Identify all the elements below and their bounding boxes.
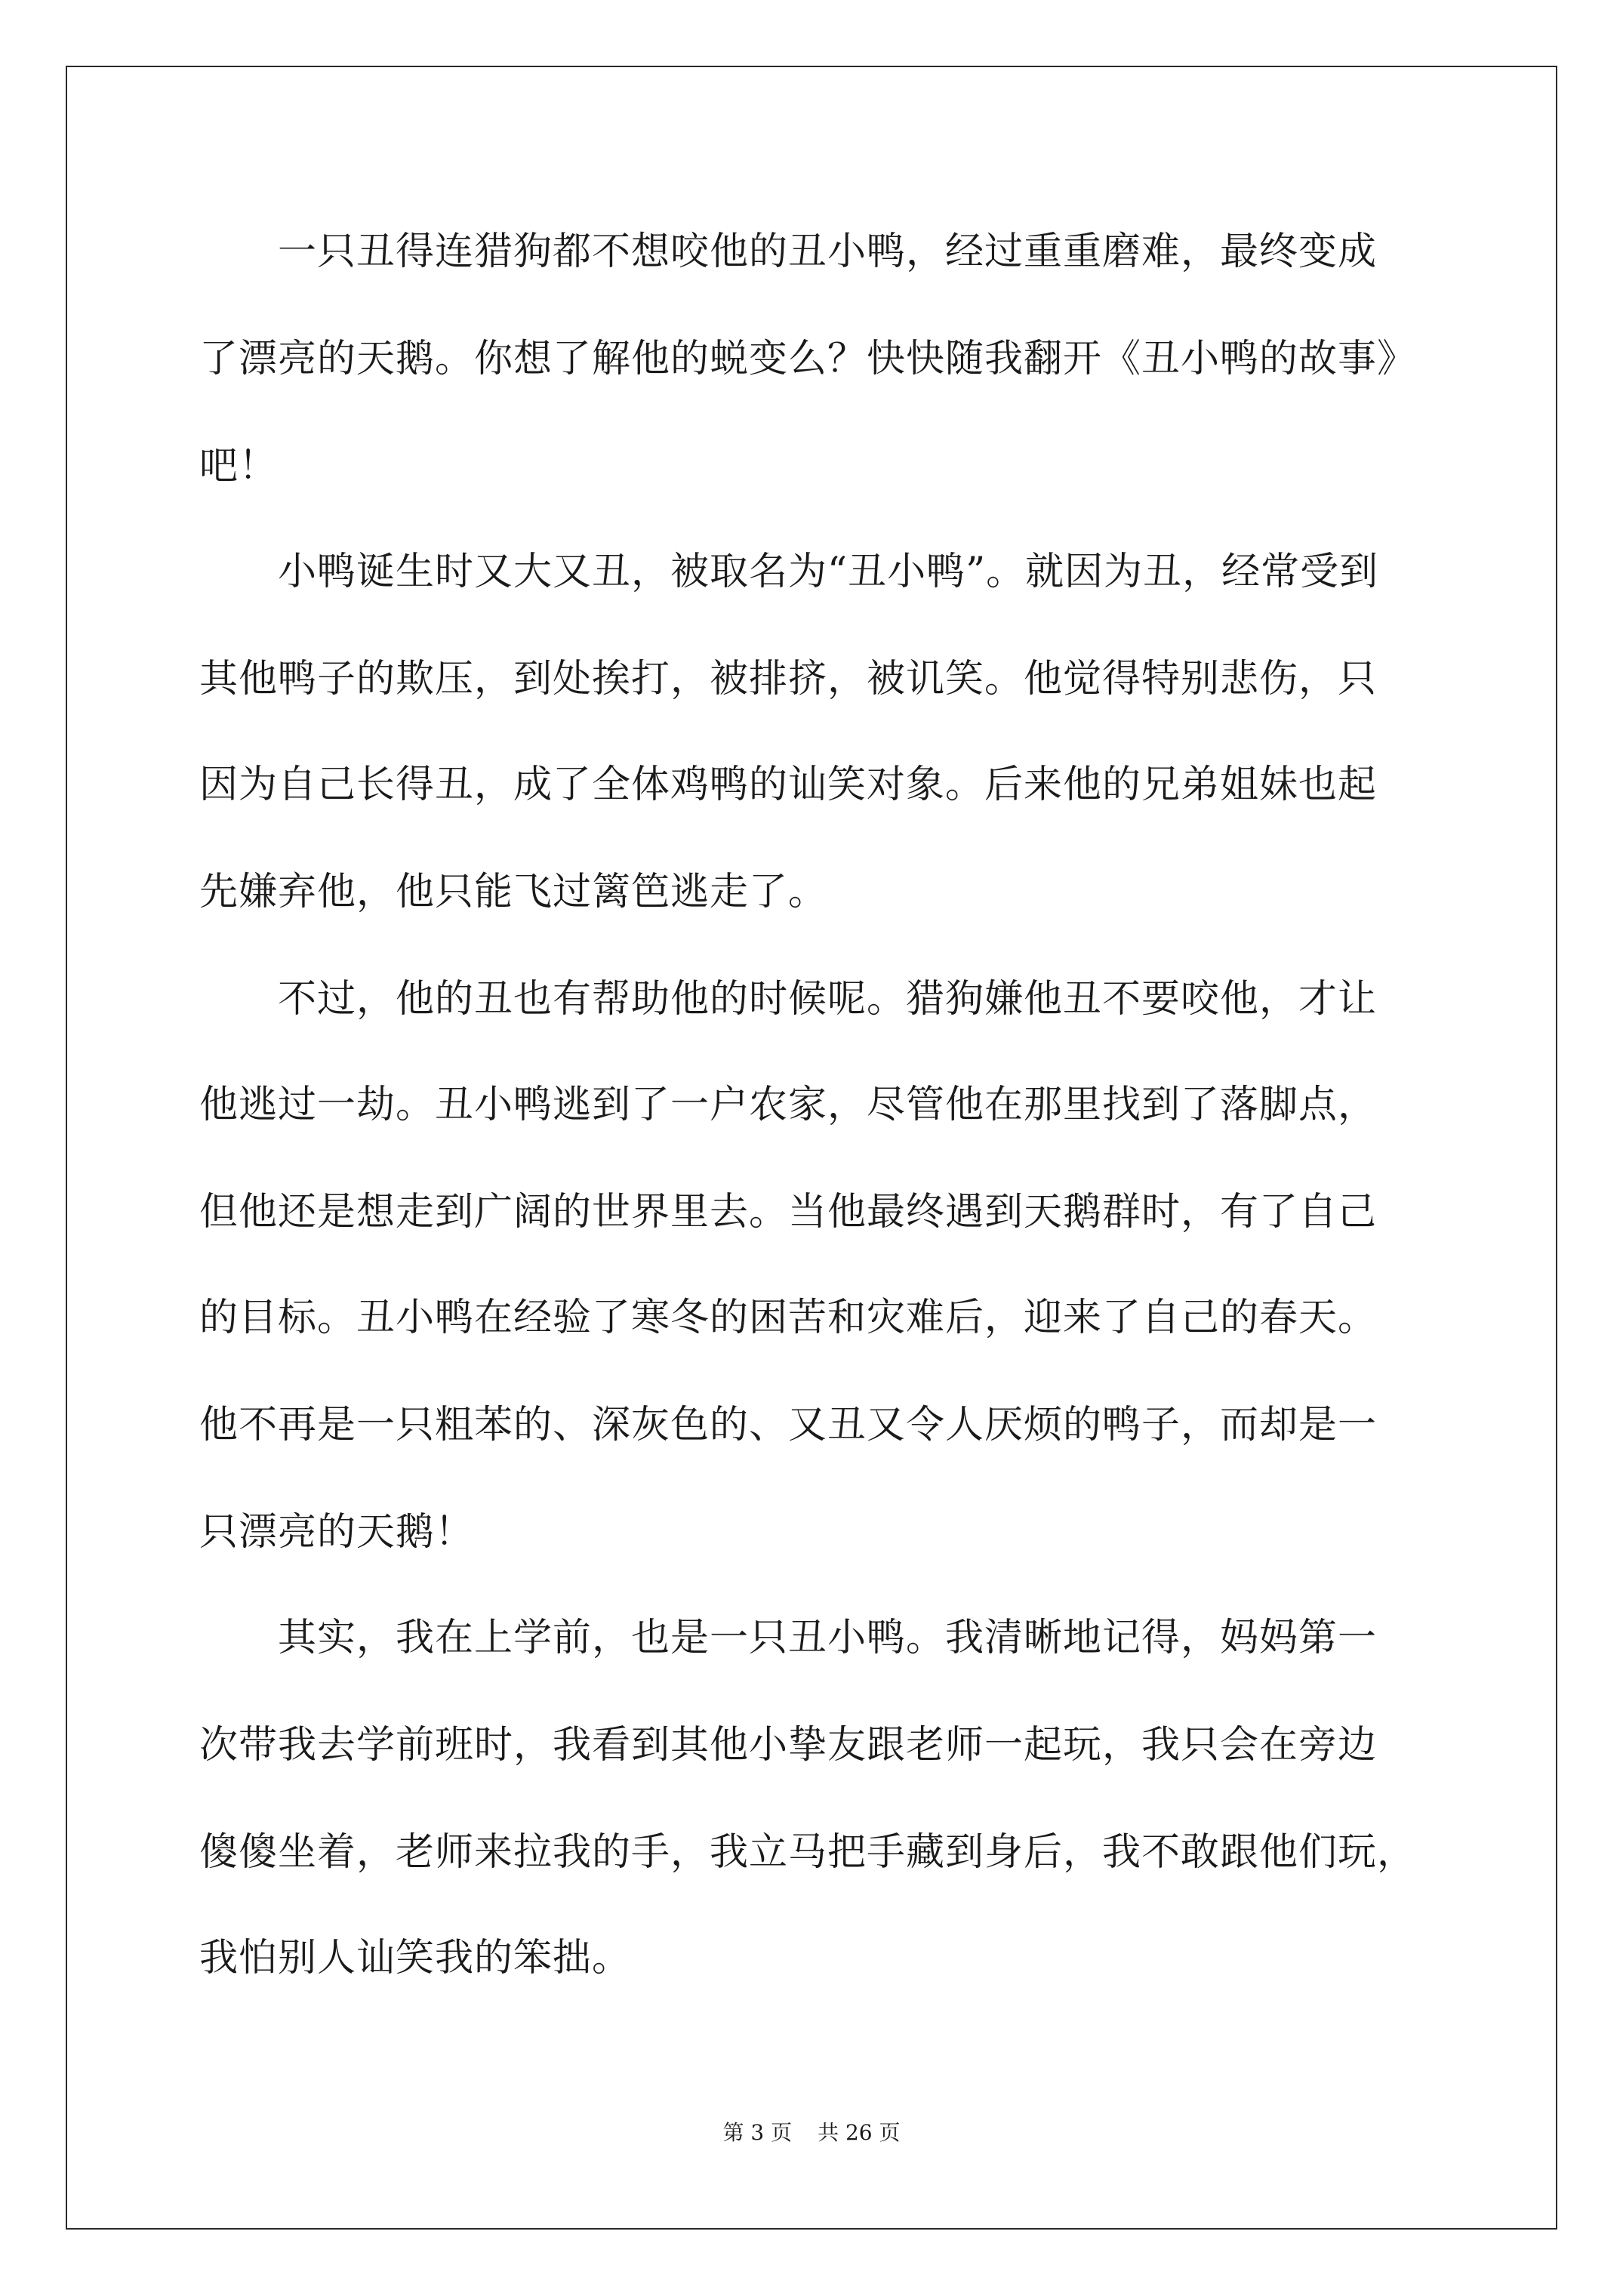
text-line: 的目标。丑小鸭在经验了寒冬的困苦和灾难后，迎来了自己的春天。 — [199, 1296, 1378, 1340]
page-border — [66, 66, 1557, 2230]
text-line: 我怕别人讪笑我的笨拙。 — [199, 1936, 632, 1980]
text-line: 小鸭诞生时又大又丑，被取名为“丑小鸭”。就因为丑，经常受到 — [199, 550, 1379, 594]
text-line: 次带我去学前班时，我看到其他小挚友跟老师一起玩，我只会在旁边 — [199, 1723, 1378, 1767]
text-line: 先嫌弃他，他只能飞过篱笆逃走了。 — [199, 870, 828, 914]
text-line: 其他鸭子的欺压，到处挨打，被排挤，被讥笑。他觉得特别悲伤，只 — [199, 657, 1378, 701]
text-line: 因为自己长得丑，成了全体鸡鸭的讪笑对象。后来他的兄弟姐妹也起 — [199, 763, 1378, 807]
text-line: 他逃过一劫。丑小鸭逃到了一户农家，尽管他在那里找到了落脚点， — [199, 1083, 1378, 1127]
page-footer — [0, 2120, 1623, 2146]
text-line: 了漂亮的天鹅。你想了解他的蜕变么？快快随我翻开《丑小鸭的故事》 — [199, 337, 1417, 381]
text-line: 傻傻坐着，老师来拉我的手，我立马把手藏到身后，我不敢跟他们玩， — [199, 1830, 1417, 1875]
text-line: 他不再是一只粗苯的、深灰色的、又丑又令人厌烦的鸭子，而却是一 — [199, 1403, 1378, 1447]
text-line: 不过，他的丑也有帮助他的时候呢。猎狗嫌他丑不要咬他，才让 — [199, 977, 1378, 1022]
text-line: 但他还是想走到广阔的世界里去。当他最终遇到天鹅群时，有了自己 — [199, 1190, 1378, 1234]
text-line: 一只丑得连猎狗都不想咬他的丑小鸭，经过重重磨难，最终变成 — [199, 230, 1378, 274]
page-total: 共 26 页 — [818, 2120, 901, 2145]
page-number: 第 3 页 — [722, 2120, 793, 2145]
text-line: 只漂亮的天鹅！ — [199, 1510, 475, 1555]
text-line: 其实，我在上学前，也是一只丑小鸭。我清晰地记得，妈妈第一 — [199, 1616, 1378, 1660]
text-line: 吧！ — [199, 444, 279, 488]
